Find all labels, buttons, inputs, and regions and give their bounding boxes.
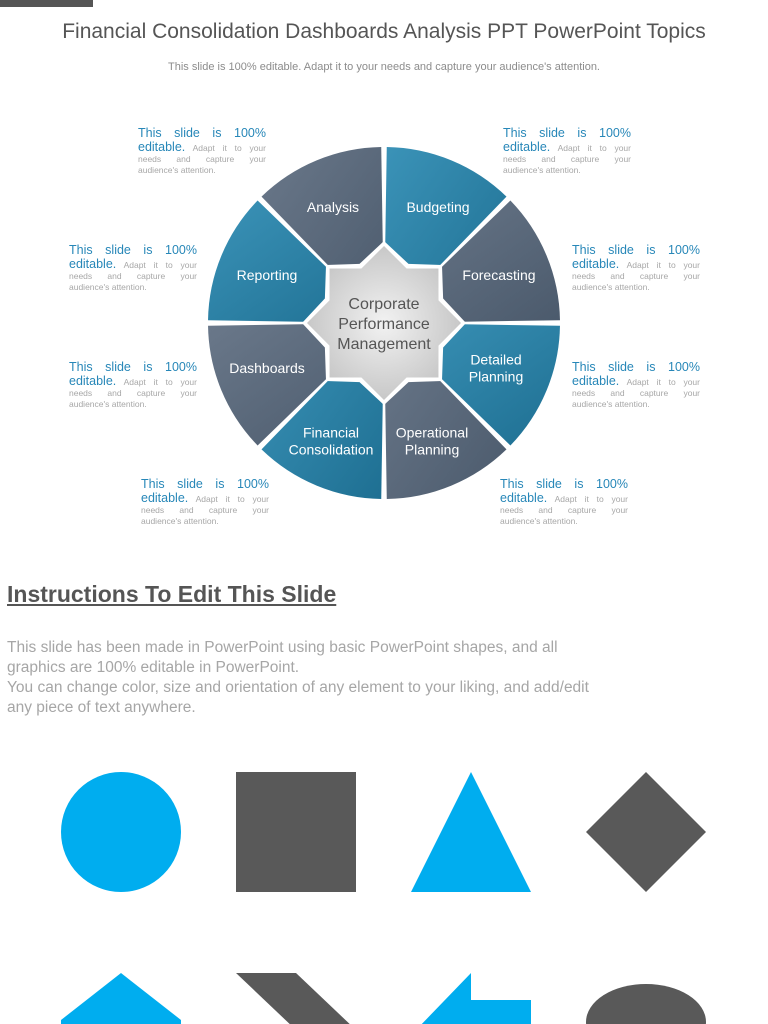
segment-label: Analysis: [306, 199, 360, 215]
callout-body: editable. Adapt it to your needs and capture your audience's attention.: [69, 374, 197, 409]
segment-label: Dashboards: [229, 360, 305, 376]
segment-label: Budgeting: [406, 199, 470, 215]
callout-text: [572, 360, 700, 410]
callout-text: [500, 477, 628, 527]
callout-strong: editable.: [69, 374, 117, 388]
segment-label: Detailed Planning: [468, 351, 524, 385]
callout-body: editable. Adapt it to your needs and capture your audience's attention.: [500, 491, 628, 526]
callout-text: [503, 126, 631, 176]
callout-strong: editable.: [572, 374, 620, 388]
callout-head: This slide is 100%: [503, 126, 631, 140]
arrow-shape[interactable]: [416, 973, 531, 1024]
callout-head: This slide is 100%: [141, 477, 269, 491]
callout-strong: editable.: [141, 491, 189, 505]
instructions-line: any piece of text anywhere.: [7, 699, 196, 716]
callout-body: editable. Adapt it to your needs and capture your audience's attention.: [572, 257, 700, 292]
callout-body: editable. Adapt it to your needs and capture your audience's attention.: [138, 140, 266, 175]
slide-title: Financial Consolidation Dashboards Analysis PPT PowerPoint Topics: [62, 20, 706, 43]
callout-head: This slide is 100%: [69, 243, 197, 257]
callout-strong: editable.: [69, 257, 117, 271]
callout-head: This slide is 100%: [138, 126, 266, 140]
callout-strong: editable.: [503, 140, 551, 154]
shape-gallery: [0, 760, 768, 1024]
square-shape[interactable]: [236, 772, 356, 892]
diamond-shape[interactable]: [586, 772, 706, 892]
callout-text: [69, 243, 197, 293]
instructions-line: This slide has been made in PowerPoint using basic PowerPoint shapes, and all: [7, 639, 558, 656]
callout-strong: editable.: [572, 257, 620, 271]
instructions-body: [7, 638, 707, 718]
callout-head: This slide is 100%: [572, 243, 700, 257]
callout-head: This slide is 100%: [572, 360, 700, 374]
callout-text: [138, 126, 266, 176]
segment-label: Financial Consolidation: [288, 424, 374, 458]
instructions-line: You can change color, size and orientation of any element to your liking, and add/edit: [7, 679, 589, 696]
callout-body: editable. Adapt it to your needs and capture your audience's attention.: [69, 257, 197, 292]
center-label: Corporate Performance Management: [337, 296, 431, 353]
slide-subtitle: This slide is 100% editable. Adapt it to your needs and capture your audience's attention.: [168, 61, 600, 73]
callout-head: This slide is 100%: [69, 360, 197, 374]
callout-body: editable. Adapt it to your needs and capture your audience's attention.: [572, 374, 700, 409]
callout-strong: editable.: [500, 491, 548, 505]
parallelogram-shape[interactable]: [236, 973, 356, 1024]
oval-shape[interactable]: [586, 984, 706, 1024]
triangle-shape[interactable]: [411, 772, 531, 892]
segment-label: Forecasting: [462, 267, 536, 283]
instructions-title: Instructions To Edit This Slide: [7, 581, 337, 607]
callout-body: editable. Adapt it to your needs and capture your audience's attention.: [141, 491, 269, 526]
callout-strong: editable.: [138, 140, 186, 154]
callout-text: [69, 360, 197, 410]
segment-label: Operational Planning: [395, 424, 469, 458]
callout-head: This slide is 100%: [500, 477, 628, 491]
segment-label: Reporting: [236, 267, 298, 283]
pentagon-shape[interactable]: [61, 973, 181, 1024]
circle-shape[interactable]: [61, 772, 181, 892]
callout-text: [572, 243, 700, 293]
callout-text: [141, 477, 269, 527]
callout-body: editable. Adapt it to your needs and capture your audience's attention.: [503, 140, 631, 175]
instructions-line: graphics are 100% editable in PowerPoint.: [7, 659, 300, 676]
